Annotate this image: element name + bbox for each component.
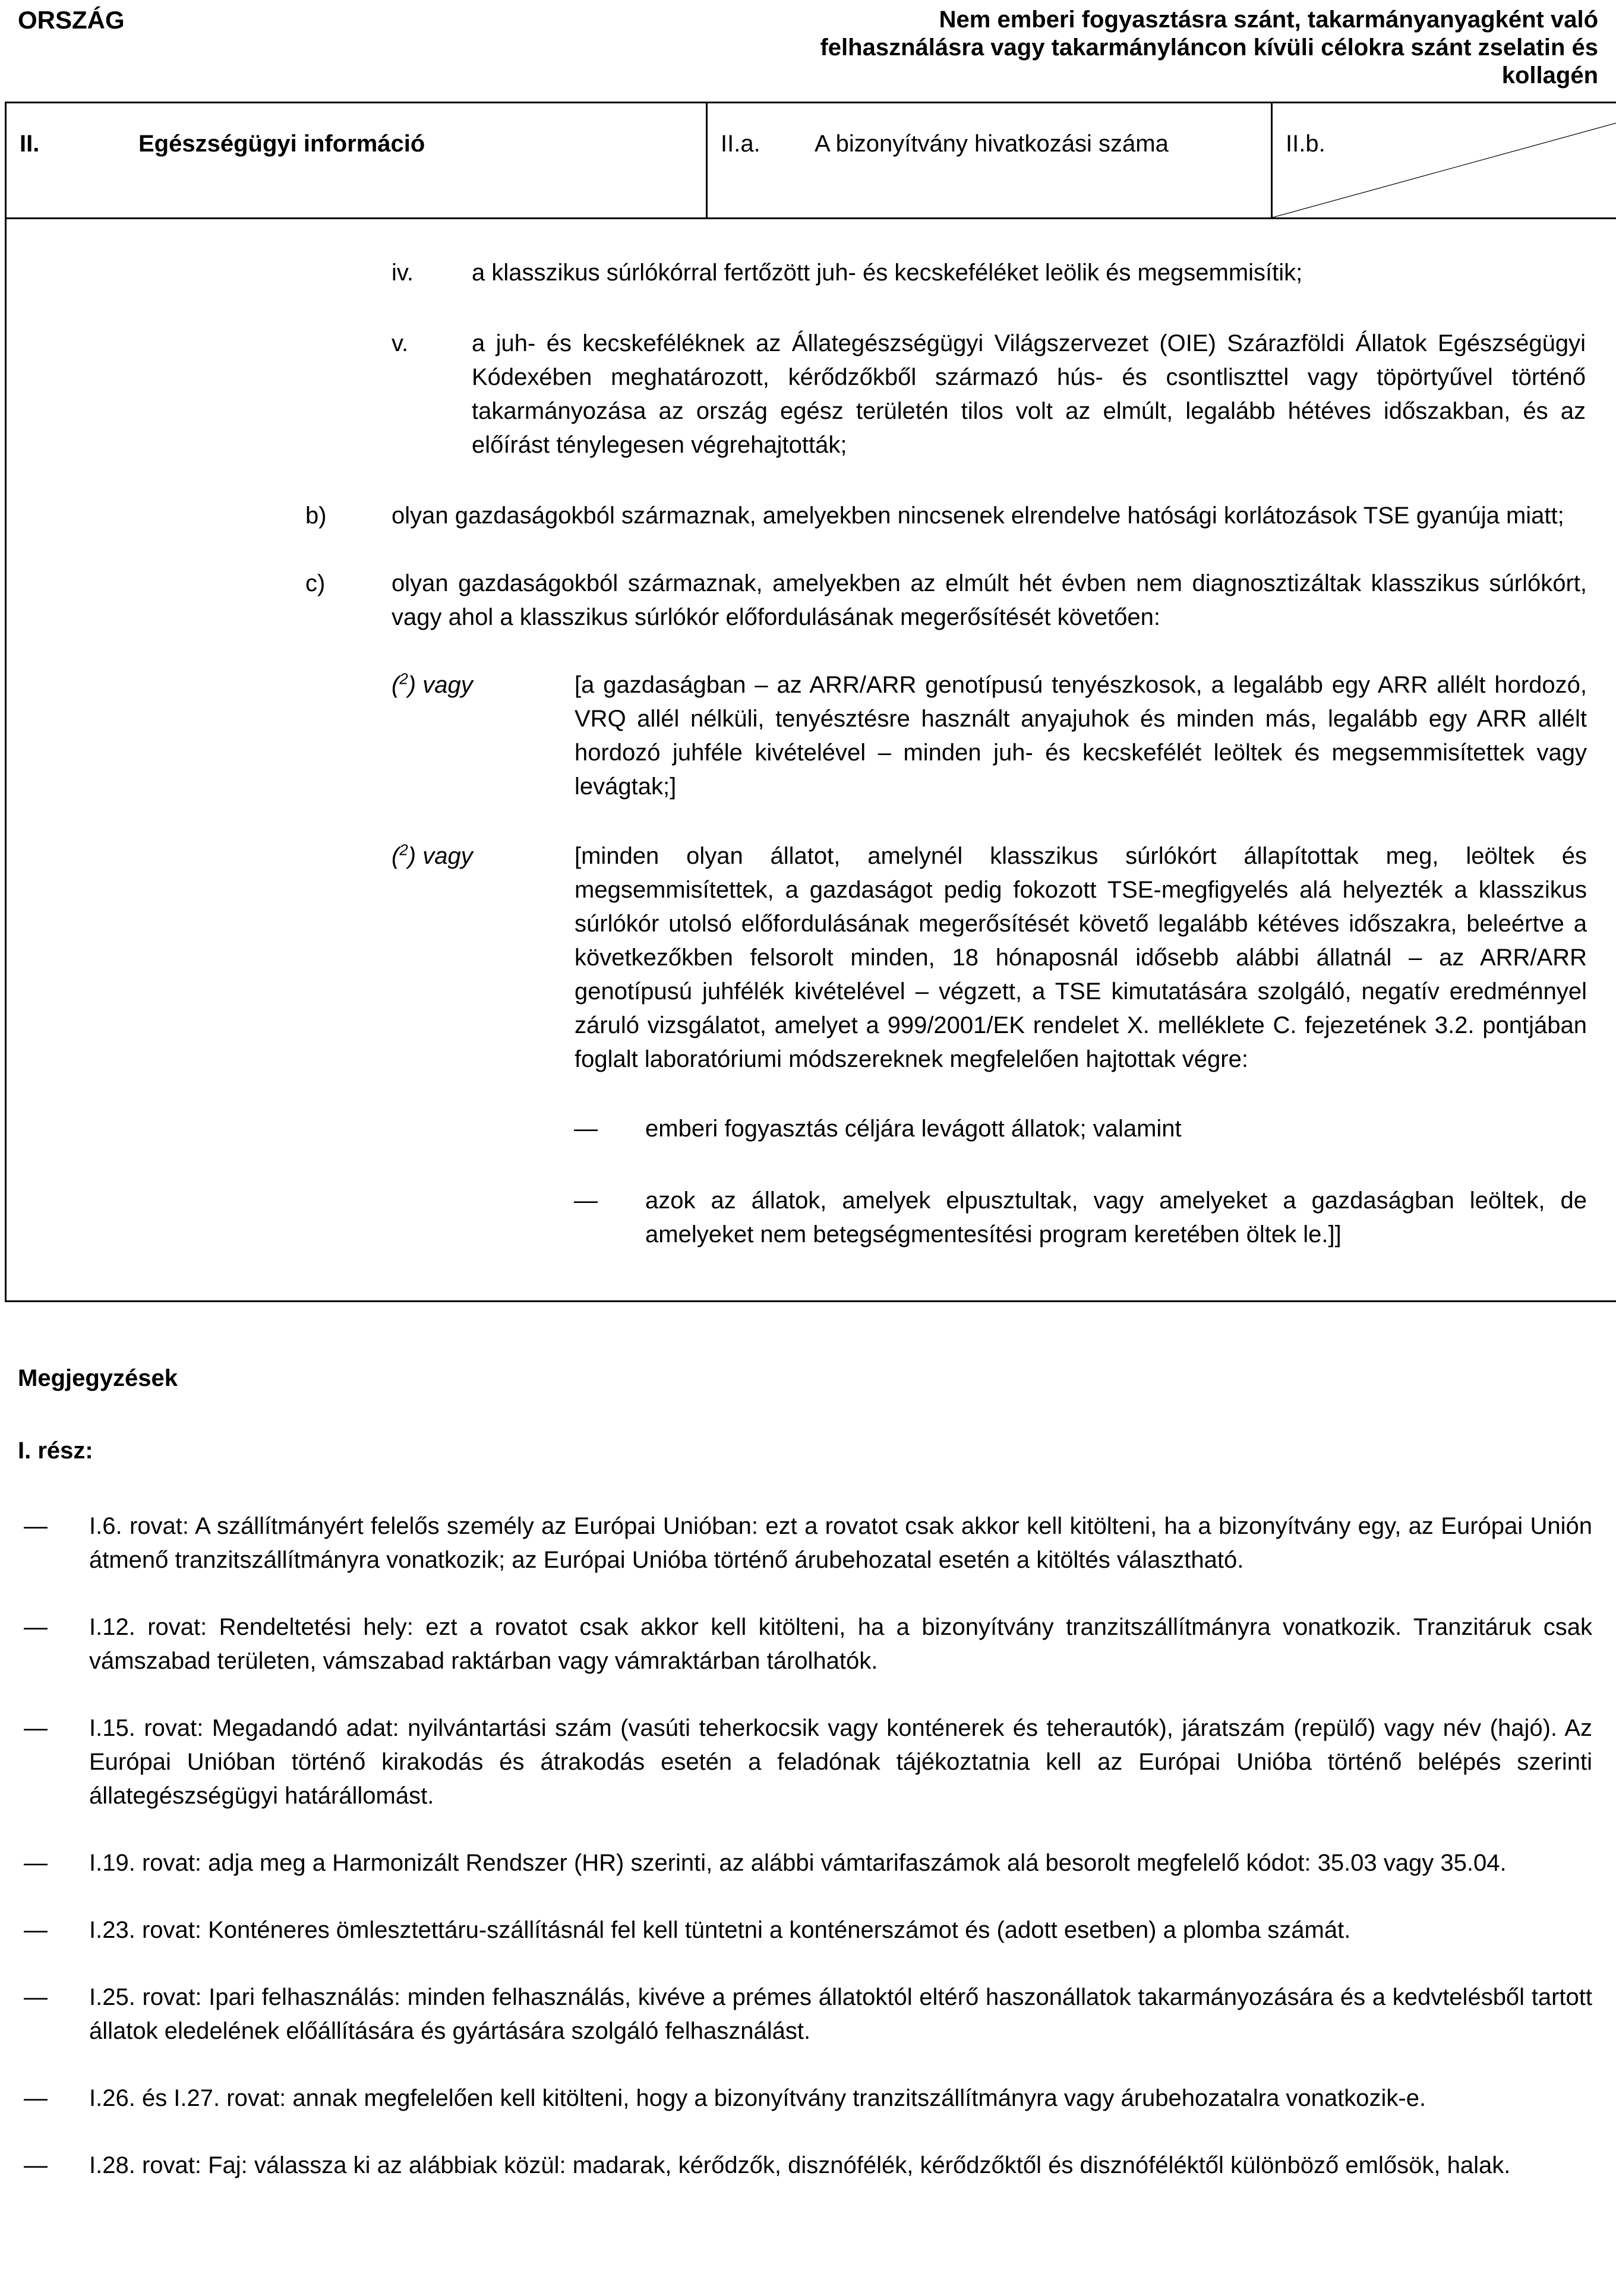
item-text: olyan gazdaságokból származnak, amelyekben nincsenek elrendelve hatósági korlátozások TSE gyanúja miatt; bbox=[392, 503, 1564, 529]
footnote-2-superscript: 2 bbox=[399, 669, 408, 688]
item-marker: v. bbox=[392, 330, 409, 356]
health-certificate-table bbox=[5, 102, 1616, 1302]
note-item-i12 bbox=[18, 1610, 1598, 1678]
notes-heading: Megjegyzések bbox=[18, 1365, 178, 1391]
cert-item-v bbox=[7, 327, 1616, 462]
or-marker: ($^2$) vagy bbox=[392, 841, 473, 869]
cell-number-iib: II.b. bbox=[1286, 131, 1325, 157]
cell-number-ii: II. bbox=[20, 131, 40, 157]
part-i-heading: I. rész: bbox=[18, 1438, 93, 1464]
dash-marker: — bbox=[24, 1715, 48, 1741]
note-text: I.23. rovat: Konténeres ömlesztettáru-szállításnál fel kell tüntetni a konténerszámot és (adott esetben) a plomba számát. bbox=[89, 1917, 1351, 1943]
item-text: a klasszikus súrlókórral fertőzött juh- és kecskeféléket leölik és megsemmisítik; bbox=[472, 260, 1303, 286]
notes-section bbox=[0, 1362, 1616, 2183]
or-text: [minden olyan állatot, amelynél klasszikus súrlókórt állapítottak meg, leöltek és megsemmisítettek, a gazdaságot pedig fokozott TSE-megfigyelés alá helyezték a klasszikus súrlókór utolsó előfordulásának megerősítését követő legalább kétéves időszakra, beleértve a következőkben felsorolt minden, 18 hónaposnál idősebb alábbi állatnál – az ARR/ARR genotípusú juhfélék kivételével – végzett, a TSE kimutatására szolgáló, negatív eredménnyel záruló vizsgálatot, amelyet a 999/2001/EK rendelet X. melléklete C. fejezetének 3.2. pontjában foglalt laboratóriumi módszereknek megfelelően hajtottak végre: bbox=[575, 843, 1587, 1072]
dash-marker: — bbox=[24, 1917, 48, 1943]
note-item-i28 bbox=[18, 2149, 1598, 2183]
cell-health-information bbox=[6, 103, 707, 219]
dash-text: azok az állatok, amelyek elpusztultak, vagy amelyeket a gazdaságban leöltek, de amelyeket nem betegségmentesítési program keretében öltek le.]] bbox=[645, 1188, 1587, 1248]
item-text: olyan gazdaságokból származnak, amelyekben az elmúlt hét évben nem diagnosztizáltak klasszikus súrlókórt, vagy ahol a klasszikus súrlókór előfordulásának megerősítését követően: bbox=[392, 570, 1587, 630]
note-item-i26-i27 bbox=[18, 2082, 1598, 2115]
cell-certificate-reference bbox=[707, 103, 1272, 219]
page-header bbox=[0, 0, 1616, 90]
note-text: I.12. rovat: Rendeltetési hely: ezt a rovatot csak akkor kell kitölteni, ha a bizonyítvány tranzitszállítmányra vonatkozik. Tranzitáruk csak vámszabad területen, vámszabad raktárban vagy vámraktárban tárolhatók. bbox=[89, 1614, 1592, 1674]
dash-marker: — bbox=[24, 1513, 48, 1539]
note-text: I.28. rovat: Faj: válassza ki az alábbiak közül: madarak, kérődzők, disznófélék, kérődzőktől és disznóféléktől különböző emlősök, halak. bbox=[89, 2152, 1511, 2178]
or-marker: ($^2$) vagy bbox=[392, 669, 473, 698]
or-text: [a gazdaságban – az ARR/ARR genotípusú tenyészkosok, a legalább egy ARR allélt hordozó, VRQ allél nélküli, tenyésztésre használt anyajuhok és minden más, legalább egy ARR allélt hordozó juhféle kivételével – minden juh- és kecskefélét leöltek és megsemmisítettek vagy levágtak;] bbox=[575, 672, 1587, 800]
note-text: I.26. és I.27. rovat: annak megfelelően kell kitölteni, hogy a bizonyítvány tranzitszállítmányra vagy árubehozatalra vonatkozik-e. bbox=[89, 2085, 1426, 2111]
note-item-i19 bbox=[18, 1846, 1598, 1880]
note-item-i25 bbox=[18, 1981, 1598, 2048]
dash-marker: — bbox=[24, 2152, 48, 2178]
cert-dash-item-2 bbox=[7, 1184, 1616, 1252]
item-marker: c) bbox=[305, 570, 326, 596]
cert-item-iv bbox=[7, 256, 1616, 290]
note-item-i23 bbox=[18, 1913, 1598, 1947]
note-text: I.6. rovat: A szállítmányért felelős személy az Európai Unióban: ezt a rovatot csak akkor kell kitölteni, ha a bizonyítvány egy, az Európai Unión átmenő tranzitszállítmányra vonatkozik; az Európai Unióba történő árubehozatal esetén a kitöltés választható. bbox=[89, 1513, 1592, 1573]
cell-number-iia: II.a. bbox=[721, 131, 760, 157]
note-text: I.25. rovat: Ipari felhasználás: minden felhasználás, kivéve a prémes állatoktól eltérő haszonállatok takarmányozására és a kedvtelésből tartott állatok eledelének előállítására és gyártására szolgáló felhasználást. bbox=[89, 1984, 1592, 2044]
note-item-i6 bbox=[18, 1509, 1598, 1577]
cert-item-b bbox=[7, 499, 1616, 533]
diagonal-strike-line bbox=[1273, 103, 1616, 217]
cert-dash-item-1 bbox=[7, 1112, 1616, 1146]
cert-or-option-1 bbox=[7, 668, 1616, 804]
cert-item-c bbox=[7, 567, 1616, 634]
dash-marker: — bbox=[24, 1850, 48, 1876]
cell-iib bbox=[1272, 103, 1616, 219]
dash-marker: — bbox=[574, 1116, 598, 1142]
dash-marker: — bbox=[24, 1984, 48, 2010]
table-body-row bbox=[6, 219, 1616, 1302]
item-text: a juh- és kecskeféléknek az Állategészségügyi Világszervezet (OIE) Szárazföldi Állatok Egészségügyi Kódexében meghatározott, kérődzőkből származó hús- és csontliszttel vagy töpörtyűvel történő takarmányozása az ország egész területén tilos volt az elmúlt, legalább hétéves időszakban, és az előírást ténylegesen végrehajtották; bbox=[472, 330, 1586, 458]
dash-text: emberi fogyasztás céljára levágott állatok; valamint bbox=[645, 1116, 1182, 1142]
dash-marker: — bbox=[24, 1614, 48, 1640]
document-title: Nem emberi fogyasztásra szánt, takarmányanyagként való felhasználásra vagy takarmányláncon kívüli célokra szánt zselatin és kollagén bbox=[820, 7, 1598, 89]
note-item-i15 bbox=[18, 1711, 1598, 1813]
dash-marker: — bbox=[574, 1188, 598, 1214]
dash-marker: — bbox=[24, 2085, 48, 2111]
cert-or-option-2 bbox=[7, 839, 1616, 1076]
item-marker: b) bbox=[305, 503, 327, 529]
certification-body-cell bbox=[6, 219, 1616, 1302]
footnote-2-superscript: 2 bbox=[399, 841, 408, 859]
cell-label-health-information: Egészségügyi információ bbox=[138, 131, 425, 157]
item-marker: iv. bbox=[392, 260, 414, 286]
note-text: I.15. rovat: Megadandó adat: nyilvántartási szám (vasúti teherkocsik vagy konténerek és teherautók), járatszám (repülő) vagy név (hajó). Az Európai Unióban történő kirakodás és átrakodás esetén a feladónak tájékoztatnia kell az Európai Unióba történő belépés szerinti állategészségügyi határállomást. bbox=[89, 1715, 1592, 1809]
cell-label-certificate-reference: A bizonyítvány hivatkozási száma bbox=[815, 131, 1169, 157]
note-text: I.19. rovat: adja meg a Harmonizált Rendszer (HR) szerinti, az alábbi vámtarifaszámok alá besorolt megfelelő kódot: 35.03 vagy 35.04. bbox=[89, 1850, 1507, 1876]
country-label: ORSZÁG bbox=[18, 6, 125, 34]
table-header-row bbox=[6, 103, 1616, 219]
